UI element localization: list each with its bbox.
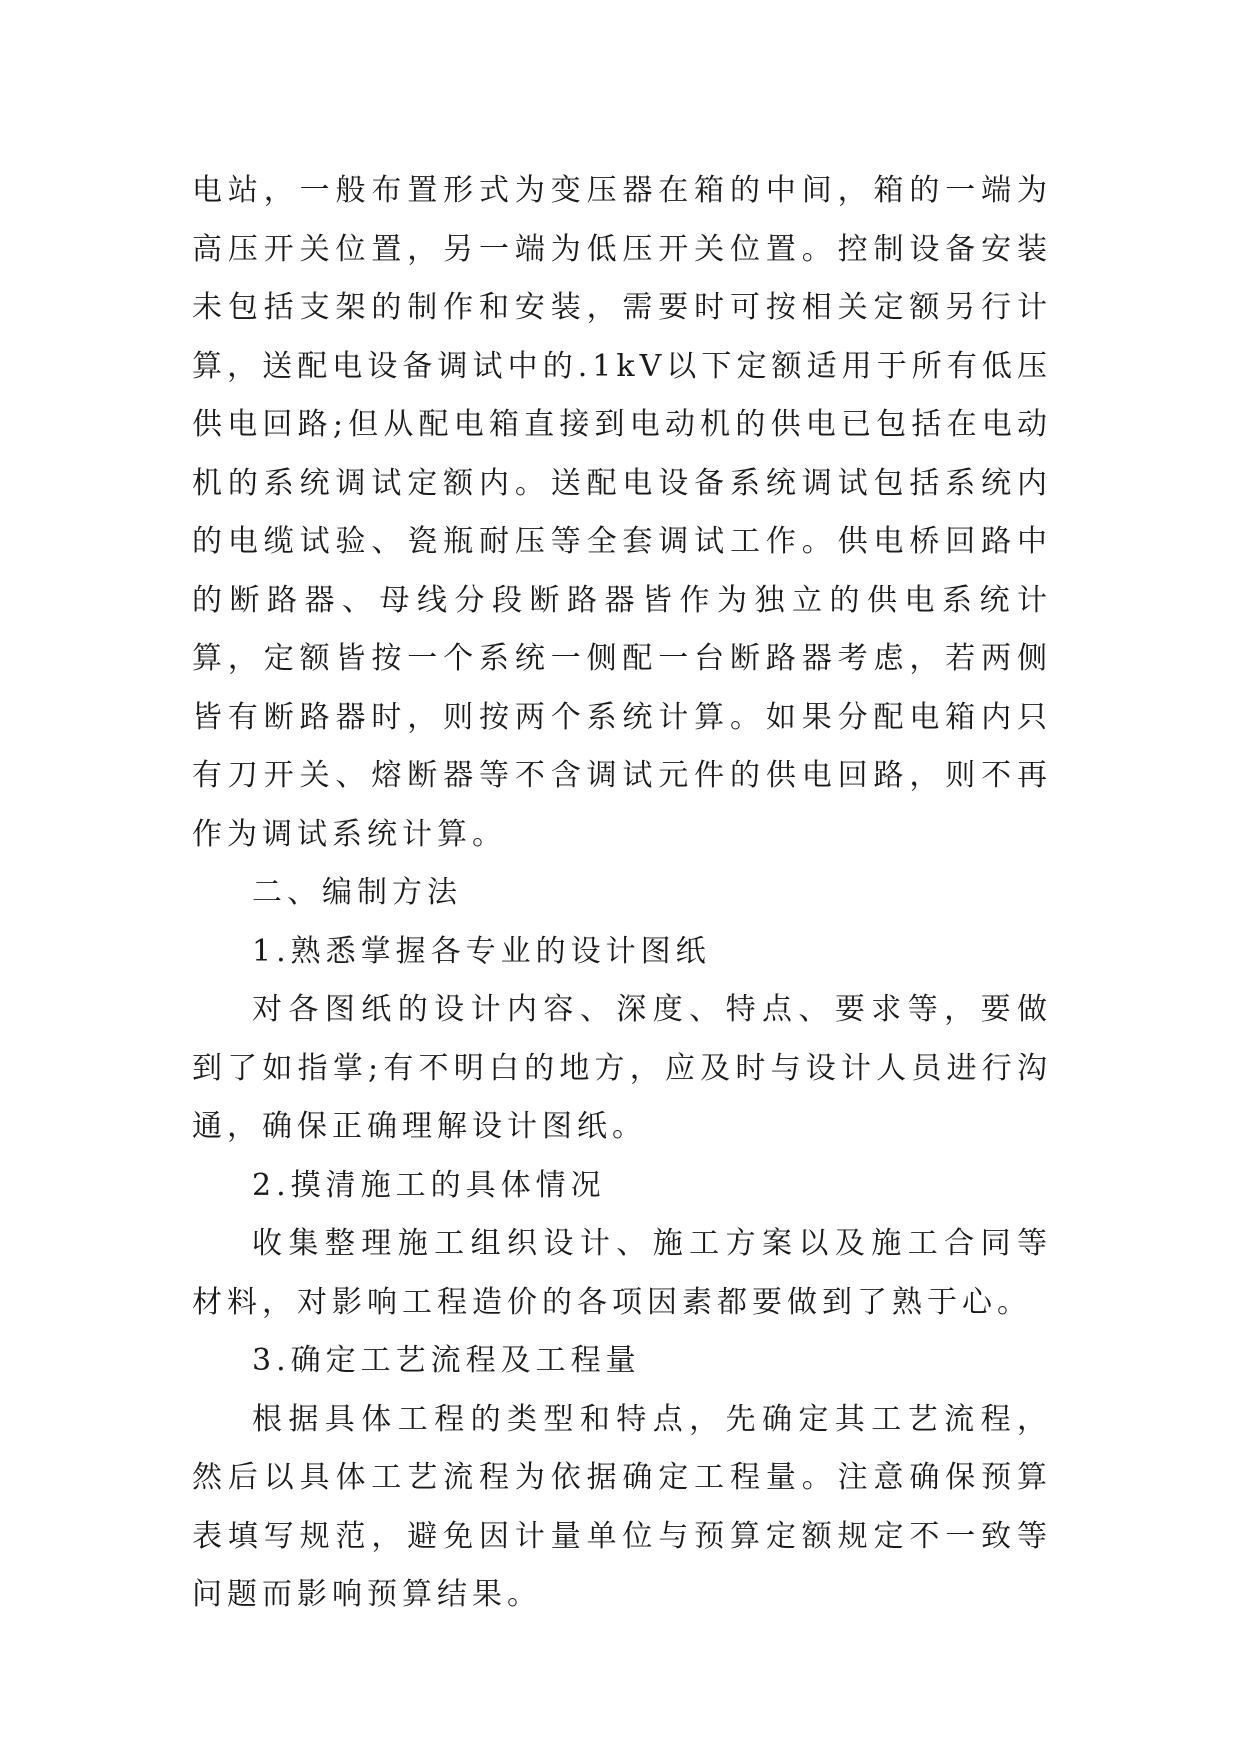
subsection-heading: 1.熟悉掌握各专业的设计图纸 bbox=[252, 933, 711, 969]
section-heading: 二、编制方法 bbox=[252, 875, 462, 910]
subsection-heading: 3.确定工艺流程及工程量 bbox=[252, 1343, 641, 1378]
document-body bbox=[192, 162, 1052, 1625]
paragraph-continued: 电站，一般布置形式为变压器在箱的中间，箱的一端为高压开关位置，另一端为低压开关位置。控制设备安装未包括支架的制作和安装，需要时可按相关定额另行计算，送配电设备调试中的.1kV以下定额适用于所有低压供电回路;但从配电箱直接到电动机的供电已包括在电动机的系统调试定额内。送配电设备系统调试包括系统内的电缆试验、瓷瓶耐压等全套调试工作。供电桥回路中的断路器、母线分段断路器皆作为独立的供电系统计算，定额皆按一个系统一侧配一台断路器考虑，若两侧皆有断路器时，则按两个系统计算。如果分配电箱内只有刀开关、熔断器等不含调试元件的供电回路，则不再作为调试系统计算。 bbox=[192, 173, 1052, 852]
paragraph: 对各图纸的设计内容、深度、特点、要求等，要做到了如指掌;有不明白的地方，应及时与设计人员进行沟通，确保正确理解设计图纸。 bbox=[192, 992, 1052, 1144]
subsection-heading: 2.摸清施工的具体情况 bbox=[252, 1167, 606, 1203]
paragraph: 收集整理施工组织设计、施工方案以及施工合同等材料，对影响工程造价的各项因素都要做到了熟于心。 bbox=[192, 1226, 1052, 1320]
paragraph: 根据具体工程的类型和特点，先确定其工艺流程，然后以具体工艺流程为依据确定工程量。注意确保预算表填写规范，避免因计量单位与预算定额规定不一致等问题而影响预算结果。 bbox=[192, 1401, 1052, 1612]
